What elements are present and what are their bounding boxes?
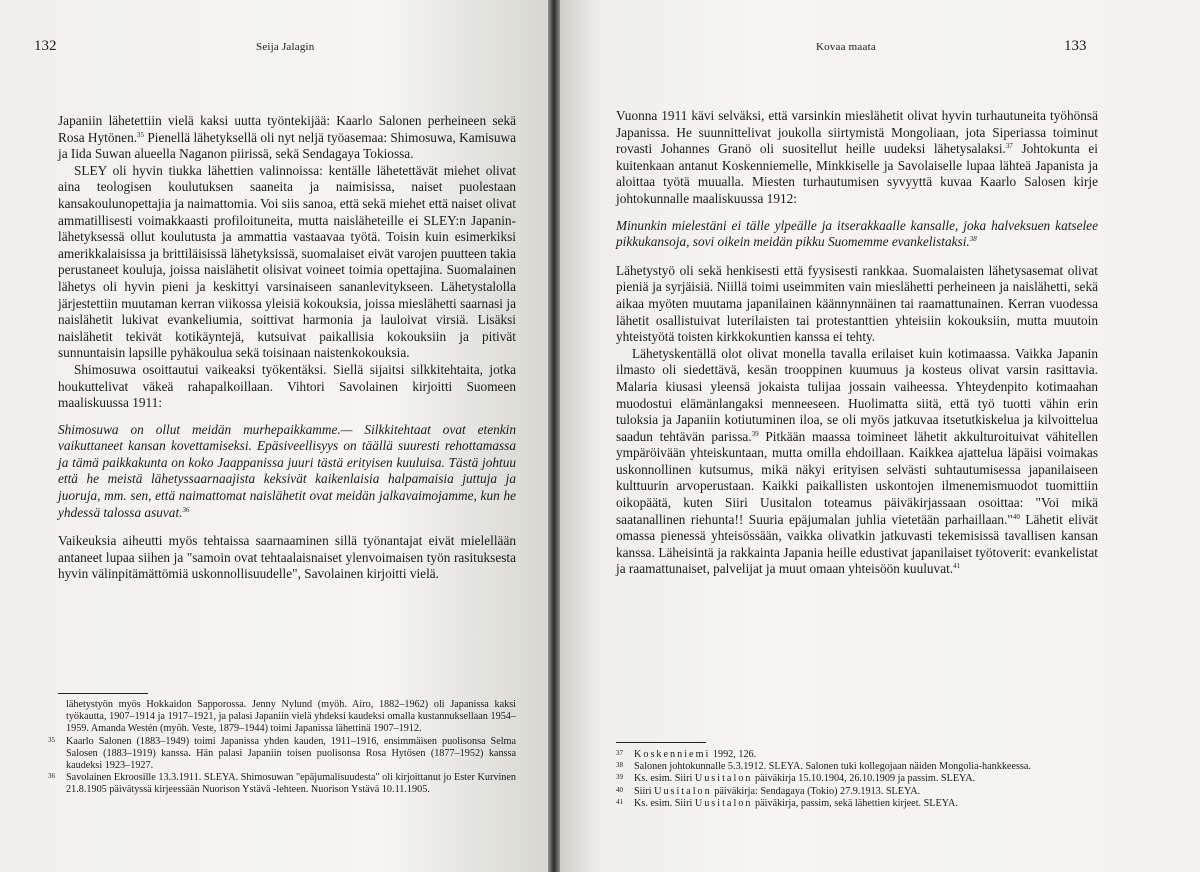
paragraph xyxy=(616,263,1098,346)
footnote-text: Siiri xyxy=(634,785,655,797)
footnote-ref: 37 xyxy=(1005,142,1013,151)
text-run: Johtokunta ei kuitenkaan antanut Koskenniemelle, Minkkiselle ja Savolaiselle lupaa lähteä Japanista ja aloittaa työtä muualla. Miesten turhautumisen syvyyttä kuvaa Kaarlo Salosen kirje johtokunnalle maaliskuussa 1912: xyxy=(616,141,1098,206)
footnote-text: Ks. esim. Siiri xyxy=(634,773,695,785)
text-run: Japaniin lähetettiin vielä kaksi uutta työntekijää: Kaarlo Salonen perheineen sekä Rosa Hytönen. xyxy=(58,113,516,145)
footnote-text: päiväkirja: Sendagaya (Tokio) 27.9.1913. SLEYA. xyxy=(711,785,921,797)
footnote-ref: 36 xyxy=(182,505,190,514)
footnote-text: Uusitalon xyxy=(694,773,753,785)
text-run: Pitkään maassa toimineet lähetit akkulturoituivat vähitellen ympäröivään yhteiskuntaan, mutta omilla ehdoillaan. Kaikkea ajattelua läpäisi voimakas uskonnollinen kutsumus, mikä näkyi erityisen selvästi suhtautumisessa japanilaiseen kulttuurin arvoperustaan. Kaikki paikallisten uskontojen ilmenemismuodot tuomittiin oikopäätä, kuten Siiri Uusitalon toteamus päiväkirjassaan osoittaa: "Voi mikä saatanallinen riehunta!! Suuria epäjumalan juhlia vietetään parhaillaan." xyxy=(616,428,1099,527)
running-head: Kovaa maata xyxy=(816,41,876,53)
footnotes xyxy=(616,749,1098,810)
footnote-number: 36 xyxy=(48,772,55,781)
footnote xyxy=(616,773,1098,785)
paragraph xyxy=(58,163,516,362)
footnote-ref: 39 xyxy=(751,429,759,438)
footnote-text: Kaarlo Salonen (1883–1949) toimi Japanissa yhden kauden, 1911–1916, ensimmäisen puolisonsa Selma Salosen (1883–1919) kanssa. Hän palasi Japaniin toisen puolisonsa Rosa Hytösen (1877–1952) kanssa kaudeksi 1923–1927. xyxy=(66,735,516,772)
body-text xyxy=(58,113,516,583)
paragraph xyxy=(58,362,516,412)
footnote-text: lähetystyön myös Hokkaidon Sapporossa. Jenny Nylund (myöh. Airo, 1882–1962) oli Japanissa kaksi työkautta, 1907–1914 ja 1917–1921, ja palasi Japaniin vielä yhdeksi kaudeksi omalla kustannuksellaan 1954–1959. Amanda Westén (myöh. Veste, 1879–1944) toimi Japanissa lähettinä 1907–1912. xyxy=(66,699,516,735)
footnote-text: Ks. esim. Siiri xyxy=(634,797,695,809)
footnote-text: Savolainen Ekroosille 13.3.1911. SLEYA. Shimosuwan "epäjumalisuudesta" oli kirjoittanut jo Ester Kurvinen 21.8.1905 päivätyssä kirjeessään Nuorison Ystävä -lehteen. Nuorison Ystävä 10.11.1905. xyxy=(66,772,516,796)
footnote xyxy=(48,699,516,736)
paragraph xyxy=(58,113,516,163)
footnote-rule xyxy=(58,693,148,694)
left-page xyxy=(0,0,548,872)
running-head: Seija Jalagin xyxy=(256,41,315,53)
footnote-ref: 38 xyxy=(969,235,977,244)
text-run: Shimosuwa on ollut meidän murhepaikkamme.— Silkkitehtaat ovat etenkin vaikuttaneet kansan kovettamiseksi. Epäsiveellisyys on täällä suuresti rehottamassa ja tämä paikkakunta on koko Jaappanissa juuri tästä erityisen kuuluisa. Tästä johtuu että he meistä lähetyssaarnaajista keksivät kaikenlaisia halpamaisia juttuja ja juoruja, mm. sen, että naimattomat naislähetit ovat meidän jalkavaimojamme, kun he yhdessä talossa asuvat. xyxy=(58,421,516,520)
right-page xyxy=(560,0,1200,872)
footnote xyxy=(616,798,1098,810)
footnote-text: Uusitalon xyxy=(654,785,712,797)
footnote-text: Salonen johtokunnalle 5.3.1912. SLEYA. Salonen tuki kollegojaan näiden Mongolia-hankkeessa. xyxy=(634,761,1031,773)
body-text xyxy=(616,108,1098,578)
text-run: SLEY oli hyvin tiukka lähettien valinnoissa: kentälle lähetettävät miehet olivat aina teologisen koulutuksen saaneita ja naimisissa, naiset puolestaan kansakoulunopettajia ja naimattomia. Voi siis sanoa, että sekä miehet että naiset olivat ammatillisesti voimakkaasti profiloituneita, mutta naisläheteille ei SLEY:n Japanin-lähetyksessä ollut koulutusta ja ammattia vastaavaa työtä. Toisin kuin esimerkiksi amerikkalaisissa ja brittiläisissä lähetyksissä, suomalaiset eivät varojen puutteen takia perustaneet kouluja, joissa naislähetit olisivat voineet toimia opettajina. Suomalainen lähetys oli hyvin pieni ja keskittyi varsinaiseen sananlevitykseen. Lähetystalolla järjestettiin muutaman kerran viikossa yleisiä kokouksia, joissa mieslähetti saarnasi ja naislähetit lukivat evankeliumia, soittivat harmonia ja lauloivat virsiä. Lisäksi naislähetit tekivät kotikäyntejä, kutsuivat paikallisia kokouksiin ja pitivät sunnuntaisin lapsille pyhäkoulua sekä toisinaan naistenkokouksia. xyxy=(58,162,516,361)
footnote xyxy=(616,761,1098,773)
footnote-number: 38 xyxy=(616,761,623,770)
text-run: Minunkin mielestäni ei tälle ylpeälle ja itserakkaalle kansalle, joka halveksuen katselee pikkukansoja, sovi oikein meidän pikku Suomemme evankelistaksi. xyxy=(616,217,1098,250)
footnote-text: päiväkirja 15.10.1904, 26.10.1909 ja passim. SLEYA. xyxy=(752,773,976,785)
footnote-text: 1992, 126. xyxy=(710,749,757,760)
page-number: 132 xyxy=(34,38,57,54)
footnote-number: 41 xyxy=(616,797,623,806)
footnote-text: päiväkirja, passim, sekä lähettien kirjeet. SLEYA. xyxy=(752,797,958,809)
text-run: Shimosuwa osoittautui vaikeaksi työkentäksi. Siellä sijaitsi silkkitehtaita, jotka houkuttelivat väkeä rahapalkoillaan. Vihtori Savolainen kirjoitti Suomeen maaliskuussa 1911: xyxy=(58,361,516,411)
footnote xyxy=(616,786,1098,798)
paragraph xyxy=(58,422,516,522)
text-run: Lähetyskentällä olot olivat monella tavalla erilaiset kuin kotimaassa. Vaikka Japanin ilmasto oli siedettävä, kesän trooppinen kuumuus ja kosteus olivat varsin rasittavia. Malaria kiusasi yleensä jokaista tulijaa jossain vaiheessa. Yhteydenpito kotimaahan muodostui elämänlangaksi menneeseen. Huolimatta siitä, että työ tuotti vähin erin tuloksia ja Japaniin kotiutuminen iloa, se oli myös jatkuvaa itsetutkiskelua ja kilvoittelua saadun tehtävän parissa. xyxy=(616,345,1098,444)
footnote xyxy=(48,772,516,796)
footnote-text: Koskenniemi xyxy=(634,749,711,760)
footnote-number: 40 xyxy=(616,785,623,794)
footnote-ref: 41 xyxy=(953,562,961,571)
footnote-rule xyxy=(616,742,706,743)
paragraph xyxy=(616,108,1098,208)
footnote-number: 39 xyxy=(616,773,623,782)
footnote xyxy=(616,749,1098,761)
text-run: Lähetit elivät omassa pienessä yhteisössään, vaikka olivatkin jatkuvasti tekemisissä tavallisen kansan kanssa. Läheisintä ja rakkainta Japania heille edustivat japanilaiset työtoverit: evankelistat ja raamattunaiset, palvelijat ja muut omaan yhteisöön kuuluvat. xyxy=(616,511,1099,577)
footnote-number: 37 xyxy=(616,749,623,757)
text-run: Vuonna 1911 kävi selväksi, että varsinkin mieslähetit olivat hyvin turhautuneita työhönsä Japanissa. He suunnittelivat joukolla siirtymistä Mongoliaan, jota Siperiassa toiminut rovasti Johannes Granö oli suositellut heille uudeksi lähetysalaksi. xyxy=(616,108,1098,157)
footnote-ref: 40 xyxy=(1012,512,1020,521)
text-run: Lähetystyö oli sekä henkisesti että fyysisesti rankkaa. Suomalaisten lähetysasemat olivat pieniä ja syrjäisiä. Niillä toimi useimmiten vain mieslähetti perheineen ja naislähetti, sekä aikaa myöten muutama japanilainen käännynnäinen tai raamattunainen. Kerran vuodessa lähetit osallistuivat luterilaisten tai protestanttien yhteisiin kokouksiin, mutta muutoin yhteistyötä toisten kirkkokuntien kanssa ei tehty. xyxy=(616,262,1098,345)
footnote-number: 35 xyxy=(48,735,55,744)
paragraph xyxy=(616,346,1098,578)
text-run: Vaikeuksia aiheutti myös tehtaissa saarnaaminen sillä työnantajat eivät mielellään antaneet lupaa siihen ja "samoin ovat tehtaalaisnaiset ylenvoimaisen työn rasituksesta hyvin välinpitämättömiä uskonnollisuudelle", Savolainen kirjoitti vielä. xyxy=(58,533,516,582)
page-number: 133 xyxy=(1064,38,1087,54)
footnote xyxy=(48,736,516,773)
footnote-text: Uusitalon xyxy=(694,797,753,809)
footnote-ref: 35 xyxy=(137,130,145,139)
book-gutter xyxy=(548,0,560,872)
paragraph xyxy=(616,218,1098,251)
paragraph xyxy=(58,533,516,583)
text-run: Pienellä lähetyksellä oli nyt neljä työasemaa: Shimosuwa, Kamisuwa ja Iida Suwan alueella Naganon piirissä, sekä Sendagaya Tokiossa. xyxy=(58,129,516,162)
footnotes xyxy=(48,699,516,797)
